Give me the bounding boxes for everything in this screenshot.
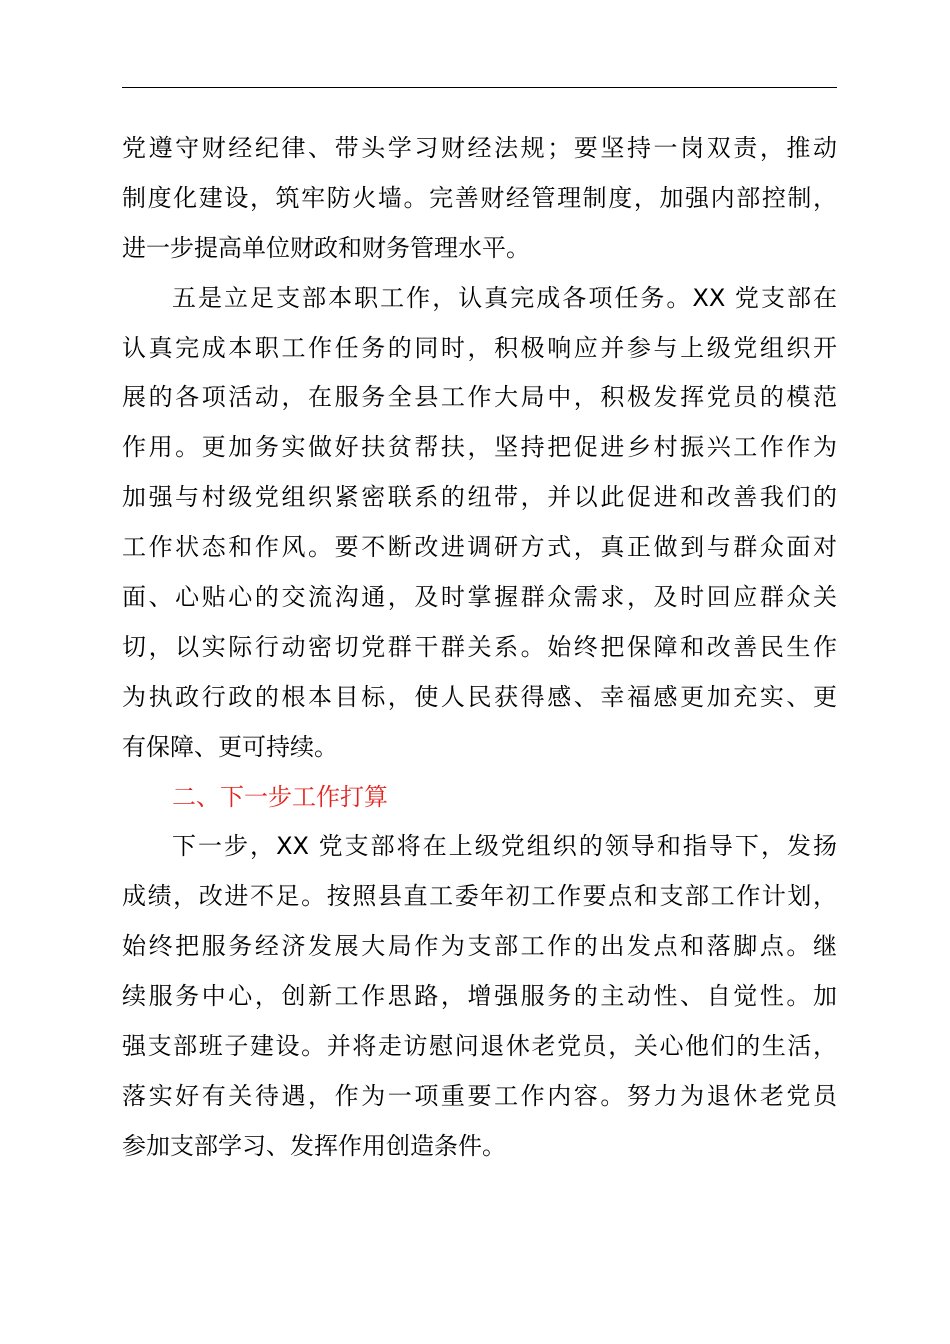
header-rule <box>122 87 837 88</box>
text-line: 进一步提高单位财政和财务管理水平。 <box>122 233 530 262</box>
text-line: 认真完成本职工作任务的同时，积极响应并参与上级党组织开 <box>122 333 837 362</box>
text-line: 成绩，改进不足。按照县直工委年初工作要点和支部工作计划， <box>122 882 837 911</box>
document-body <box>122 124 837 1172</box>
paragraph-start-line: 下一步，XX 党支部将在上级党组织的领导和指导下，发扬 <box>172 832 837 861</box>
text-line: 落实好有关待遇，作为一项重要工作内容。努力为退休老党员 <box>122 1081 837 1110</box>
text-line: 强支部班子建设。并将走访慰问退休老党员，关心他们的生活， <box>122 1032 837 1061</box>
text-line: 续服务中心，创新工作思路，增强服务的主动性、自觉性。加 <box>122 982 837 1011</box>
text-line: 切，以实际行动密切党群干群关系。始终把保障和改善民生作 <box>122 632 837 661</box>
text-line: 参加支部学习、发挥作用创造条件。 <box>122 1131 506 1160</box>
text-line: 作用。更加务实做好扶贫帮扶，坚持把促进乡村振兴工作作为 <box>122 433 837 462</box>
text-line: 为执政行政的根本目标，使人民获得感、幸福感更加充实、更 <box>122 682 837 711</box>
text-line: 工作状态和作风。要不断改进调研方式，真正做到与群众面对 <box>122 533 837 562</box>
text-line: 始终把服务经济发展大局作为支部工作的出发点和落脚点。继 <box>122 932 837 961</box>
text-line: 面、心贴心的交流沟通，及时掌握群众需求，及时回应群众关 <box>122 583 837 612</box>
paragraph-start-line: 五是立足支部本职工作，认真完成各项任务。XX 党支部在 <box>172 283 837 312</box>
text-line: 党遵守财经纪律、带头学习财经法规；要坚持一岗双责，推动 <box>122 134 837 162</box>
text-line: 展的各项活动，在服务全县工作大局中，积极发挥党员的模范 <box>122 383 837 412</box>
text-line: 加强与村级党组织紧密联系的纽带，并以此促进和改善我们的 <box>122 483 837 512</box>
section-heading: 二、下一步工作打算 <box>172 782 388 811</box>
text-line: 有保障、更可持续。 <box>122 732 338 761</box>
text-line: 制度化建设，筑牢防火墙。完善财经管理制度，加强内部控制， <box>122 183 837 212</box>
